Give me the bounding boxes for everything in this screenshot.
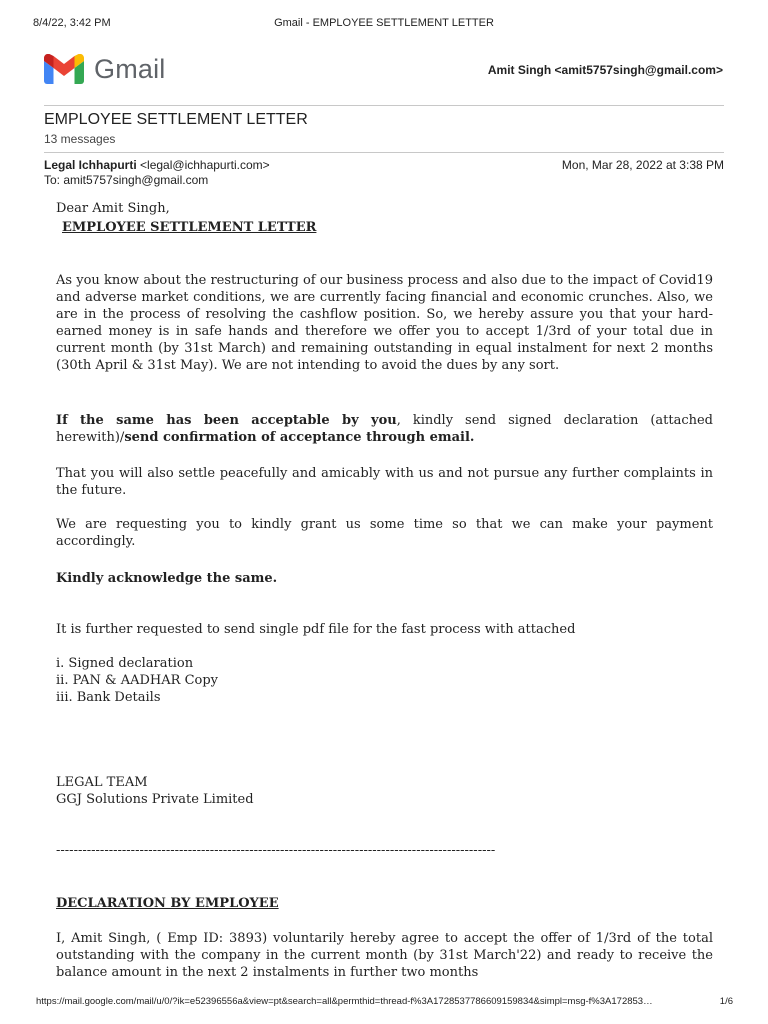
letter-paragraph-1: As you know about the restructuring of our business process and also due to the impact of Covid19 and adverse market conditions, we are currently facing financial and economic crunches. Also, we are in the process of resolving the cashflow position. So, we hereby assure you that your hard-earned money is in safe hands and therefore we offer you to accept 1/3rd of your total due in current month (by 31st March) and remaining outstanding in equal instalment for next 2 months (30th April & 31st May). We are not intending to avoid the dues by any sort. — [56, 273, 713, 373]
paragraph-2-bold-start: If the same has been acceptable by you — [56, 413, 397, 428]
signature-team: LEGAL TEAM — [56, 775, 148, 790]
header-divider — [44, 105, 724, 106]
attachment-list-item: iii. Bank Details — [56, 690, 161, 705]
letter-paragraph-2 — [56, 412, 713, 446]
letter-paragraph-6: It is further requested to send single pdf file for the fast process with attached — [56, 622, 576, 637]
signature-company: GGJ Solutions Private Limited — [56, 792, 254, 807]
account-email: Amit Singh <amit5757singh@gmail.com> — [487, 63, 723, 77]
message-count: 13 messages — [44, 132, 116, 146]
letter-heading: EMPLOYEE SETTLEMENT LETTER — [62, 220, 317, 235]
print-title: Gmail - EMPLOYEE SETTLEMENT LETTER — [274, 17, 494, 29]
thread-subject: EMPLOYEE SETTLEMENT LETTER — [44, 111, 308, 128]
gmail-logo-text: Gmail — [94, 54, 166, 84]
gmail-logo-icon — [44, 54, 84, 86]
thread-divider — [44, 152, 724, 153]
message-date: Mon, Mar 28, 2022 at 3:38 PM — [561, 158, 724, 172]
letter-paragraph-4: We are requesting you to kindly grant us some time so that we can make your payment accordingly. — [56, 517, 713, 549]
sender-email: <legal@ichhapurti.com> — [140, 158, 270, 172]
footer-page-number: 1/6 — [719, 996, 733, 1007]
footer-url: https://mail.google.com/mail/u/0/?ik=e52396556a&view=pt&search=all&permthid=thread-f%3A1728537786609159834&simpl=msg-f%3A172853… — [36, 996, 653, 1007]
sender-name: Legal Ichhapurti — [44, 158, 137, 172]
paragraph-2-middle: , kindly send signed declaration (attached herewith)/ — [56, 413, 714, 445]
print-datetime: 8/4/22, 3:42 PM — [33, 17, 111, 29]
message-to: To: amit5757singh@gmail.com — [44, 173, 209, 187]
letter-paragraph-5: Kindly acknowledge the same. — [56, 571, 278, 586]
attachment-list-item: ii. PAN & AADHAR Copy — [56, 673, 219, 688]
separator-line: ---------------------------------------------------------------------------------------------------- — [56, 843, 496, 858]
message-from — [44, 158, 270, 172]
letter-greeting: Dear Amit Singh, — [56, 201, 170, 216]
attachment-list-item: i. Signed declaration — [56, 656, 194, 671]
paragraph-2-bold-end: send confirmation of acceptance through email. — [124, 430, 475, 445]
letter-paragraph-3: That you will also settle peacefully and amicably with us and not pursue any further complaints in the future. — [56, 466, 713, 498]
declaration-heading: DECLARATION BY EMPLOYEE — [56, 896, 279, 911]
declaration-paragraph: I, Amit Singh, ( Emp ID: 3893) voluntarily hereby agree to accept the offer of 1/3rd of the total outstanding with the company in the current month (by 31st March'22) and ready to receive the balance amount in the next 2 instalments in further two months — [56, 931, 713, 980]
